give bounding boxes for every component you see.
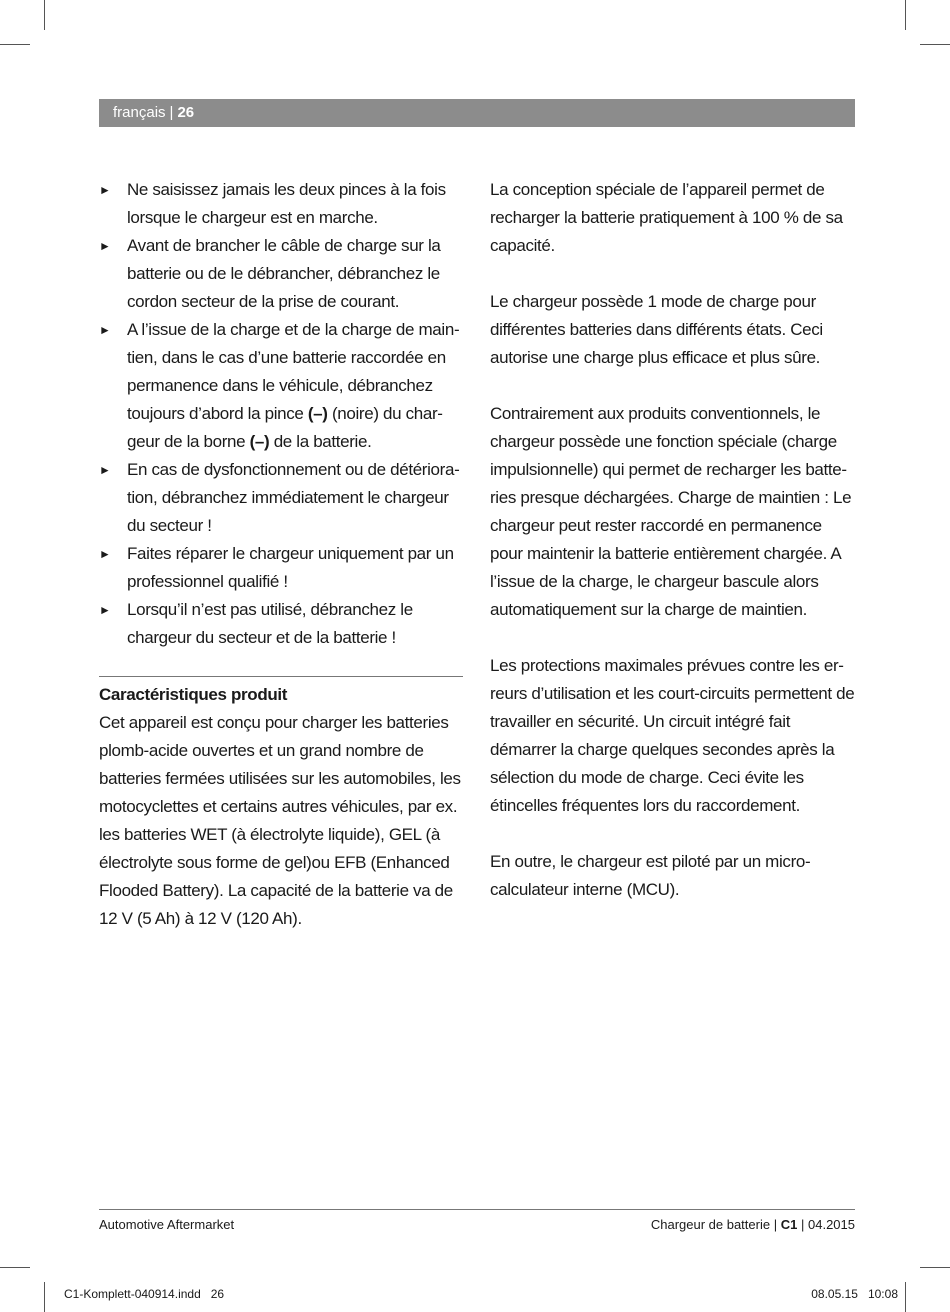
right-column xyxy=(490,176,858,904)
crop-mark xyxy=(905,1282,906,1312)
paragraph: Les protections maximales prévues contre les erreurs d’utilisation et les court-circuits permettent de travailler en sécurité. Un circuit intégré fait démarrer la charge quelques secondes après la sélection du mode de charge. Ceci évite les étincelles fréquentes lors du raccordement. xyxy=(490,656,855,815)
bullet-arrow-icon: ► xyxy=(99,183,111,197)
header-language: français xyxy=(113,104,166,121)
bullet-item xyxy=(99,232,463,316)
footer-code: C1 xyxy=(780,1217,798,1232)
crop-mark xyxy=(920,44,950,45)
bullet-item xyxy=(99,176,463,232)
header-separator: | xyxy=(169,104,174,121)
bullet-arrow-icon: ► xyxy=(99,463,111,477)
bullet-arrow-icon: ► xyxy=(99,547,111,561)
bullet-text: En cas de dysfonctionnement ou de détérioration, débranchez immédiatement le chargeur du secteur ! xyxy=(127,460,460,535)
minus-terminal: (–) xyxy=(249,432,270,451)
bullet-item xyxy=(99,540,463,596)
footer-divider xyxy=(99,1209,855,1210)
paragraph: La conception spéciale de l’appareil permet de recharger la batterie pratiquement à 100 % de sa capacité. xyxy=(490,180,843,255)
bullet-arrow-icon: ► xyxy=(99,239,111,253)
left-column xyxy=(99,176,463,933)
bullet-text: (noire) du chargeur de la borne xyxy=(127,404,443,451)
print-slug-timestamp: 08.05.15 10:08 xyxy=(811,1287,898,1301)
print-slug-file: C1-Komplett-040914.indd 26 xyxy=(64,1287,225,1301)
footer-date: 04.2015 xyxy=(808,1217,855,1232)
bullet-text: Lorsqu’il n’est pas utilisé, débranchez le chargeur du secteur et de la batterie ! xyxy=(127,600,413,647)
paragraph: En outre, le chargeur est piloté par un micro-calculateur interne (MCU). xyxy=(490,852,811,899)
paragraph: Contrairement aux produits conventionnels, le chargeur possède une fonction spéciale (charge impulsionnelle) qui permet de recharger les batteries presque déchargées. Charge de maintien : Le chargeur peut rester raccordé en permanence pour maintenir la batterie entièrement chargée. A l’issue de la charge, le chargeur bascule alors automatiquement sur la charge de maintien. xyxy=(490,404,852,619)
bullet-item xyxy=(99,316,463,456)
crop-mark xyxy=(44,0,45,30)
section-divider xyxy=(99,676,463,677)
paragraph: Le chargeur possède 1 mode de charge pour différentes batteries dans différents états. Ceci autorise une charge plus efficace et plus sûre. xyxy=(490,292,823,367)
footer-publisher: Automotive Aftermarket xyxy=(99,1217,235,1232)
bullet-arrow-icon: ► xyxy=(99,323,111,337)
footer-doc-info xyxy=(651,1216,855,1234)
minus-terminal: (–) xyxy=(307,404,328,423)
section-body: Cet appareil est conçu pour charger les batteries plomb-acide ouvertes et un grand nombre de batteries fermées utilisées sur les automobiles, les motocyclettes et certains autres véhicules, par ex. les batteries WET (à électrolyte liquide), GEL (à électrolyte sous forme de gel)ou EFB (Enhanced Flooded Battery). La capacité de la batterie va de 12 V (5 Ah) à 12 V (120 Ah). xyxy=(99,713,461,928)
crop-mark xyxy=(0,44,30,45)
bullet-item xyxy=(99,596,463,652)
bullet-text: Ne saisissez jamais les deux pinces à la fois lorsque le chargeur est en marche. xyxy=(127,180,446,227)
bullet-text: Faites réparer le chargeur uniquement par un professionnel qualifié ! xyxy=(127,544,454,591)
bullet-item xyxy=(99,456,463,540)
footer-separator: | xyxy=(773,1217,778,1232)
footer-title: Chargeur de batterie xyxy=(650,1217,771,1232)
safety-bullet-list xyxy=(99,176,463,652)
page-header xyxy=(99,99,855,127)
section-heading: Caractéristiques produit xyxy=(99,685,288,704)
crop-mark xyxy=(920,1267,950,1268)
bullet-arrow-icon: ► xyxy=(99,603,111,617)
bullet-text: de la batterie. xyxy=(269,432,372,451)
bullet-text: Avant de brancher le câble de charge sur la batterie ou de le débrancher, débranchez le cordon secteur de la prise de courant. xyxy=(127,236,441,311)
page-number: 26 xyxy=(177,104,195,121)
bullet-text: A l’issue de la charge et de la charge de maintien, dans le cas d’une batterie raccordée en permanence dans le véhicule, débranchez toujours d’abord la pince xyxy=(127,320,460,423)
crop-mark xyxy=(0,1267,30,1268)
footer-separator: | xyxy=(800,1217,805,1232)
crop-mark xyxy=(44,1282,45,1312)
crop-mark xyxy=(905,0,906,30)
